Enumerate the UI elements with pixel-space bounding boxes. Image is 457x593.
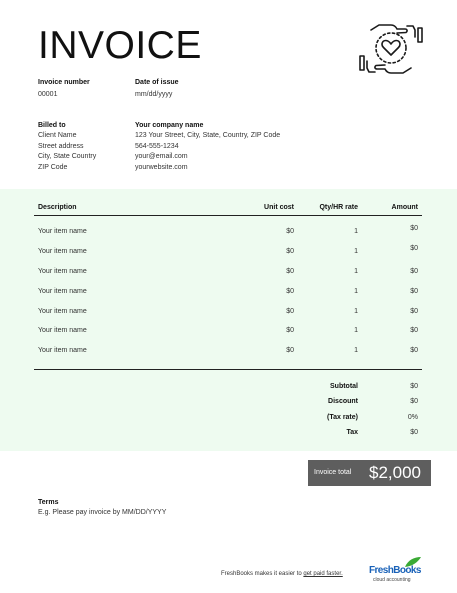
row-description: Your item name (38, 308, 87, 315)
billed-to-label: Billed to (38, 122, 66, 129)
row-unit-cost: $0 (286, 228, 294, 235)
row-unit-cost: $0 (286, 327, 294, 334)
row-description: Your item name (38, 288, 87, 295)
row-unit-cost: $0 (286, 268, 294, 275)
invoice-total-value: $2,000 (369, 463, 421, 482)
row-qty: 1 (354, 327, 358, 334)
row-qty: 1 (354, 228, 358, 235)
client-zip: ZIP Code (38, 163, 68, 171)
company-email: your@email.com (135, 153, 188, 160)
row-unit-cost: $0 (286, 347, 294, 354)
client-name: Client Name (38, 132, 77, 139)
date-of-issue-label: Date of issue (135, 79, 179, 86)
row-unit-cost: $0 (286, 288, 294, 295)
row-qty: 1 (354, 347, 358, 354)
table-footer-rule (34, 369, 422, 370)
get-paid-faster-link[interactable]: get paid faster. (303, 571, 343, 577)
row-description: Your item name (38, 268, 87, 275)
freshbooks-tagline: cloud accounting (373, 577, 411, 583)
row-qty: 1 (354, 308, 358, 315)
subtotal-label: Subtotal (330, 383, 358, 390)
terms-text: E.g. Please pay invoice by MM/DD/YYYY (38, 509, 167, 516)
company-address: 123 Your Street, City, State, Country, ZIP Code (135, 132, 281, 139)
billed-to-block (38, 131, 96, 173)
col-description-header: Description (38, 204, 77, 211)
client-city: City, State Country (38, 153, 97, 160)
invoice-total-box (308, 460, 431, 486)
tax-label: Tax (346, 429, 358, 436)
footer-text: FreshBooks makes it easier to (221, 571, 302, 577)
company-name-label: Your company name (135, 122, 204, 129)
company-phone: 564-555-1234 (135, 142, 179, 150)
discount-label: Discount (328, 398, 358, 405)
row-description: Your item name (38, 248, 87, 255)
row-amount: $0 (410, 347, 418, 354)
invoice-number: 00001 (38, 91, 58, 98)
tax-rate-label: (Tax rate) (327, 414, 358, 421)
row-amount: $0 (410, 245, 418, 252)
row-unit-cost: $0 (286, 248, 294, 255)
col-qty-header: Qty/HR rate (319, 204, 358, 211)
row-qty: 1 (354, 268, 358, 275)
row-amount: $0 (410, 225, 418, 232)
company-website: yourwebsite.com (135, 163, 188, 171)
row-amount: $0 (410, 288, 418, 295)
row-qty: 1 (354, 248, 358, 255)
client-street: Street address (38, 142, 84, 150)
invoice-total-label: Invoice total (314, 469, 352, 476)
row-unit-cost: $0 (286, 308, 294, 315)
hands-heart-icon (357, 22, 425, 76)
row-description: Your item name (38, 347, 87, 354)
freshbooks-wordmark: FreshBooks (369, 565, 421, 576)
row-qty: 1 (354, 288, 358, 295)
invoice-number-label: Invoice number (38, 79, 90, 86)
footer-tagline (221, 571, 343, 577)
row-amount: $0 (410, 327, 418, 334)
subtotal-value: $0 (410, 383, 418, 390)
discount-value: $0 (410, 398, 418, 405)
row-amount: $0 (410, 268, 418, 275)
company-block (135, 131, 280, 173)
col-unit-cost-header: Unit cost (264, 204, 294, 211)
invoice-title: INVOICE (38, 24, 202, 67)
tax-value: $0 (410, 429, 418, 436)
row-description: Your item name (38, 327, 87, 334)
freshbooks-logo[interactable] (366, 556, 426, 588)
tax-rate-value: 0% (407, 414, 418, 421)
row-description: Your item name (38, 228, 87, 235)
col-amount-header: Amount (391, 204, 418, 211)
date-of-issue: mm/dd/yyyy (135, 91, 173, 98)
terms-label: Terms (38, 499, 59, 506)
row-amount: $0 (410, 308, 418, 315)
table-header-rule (34, 215, 422, 216)
